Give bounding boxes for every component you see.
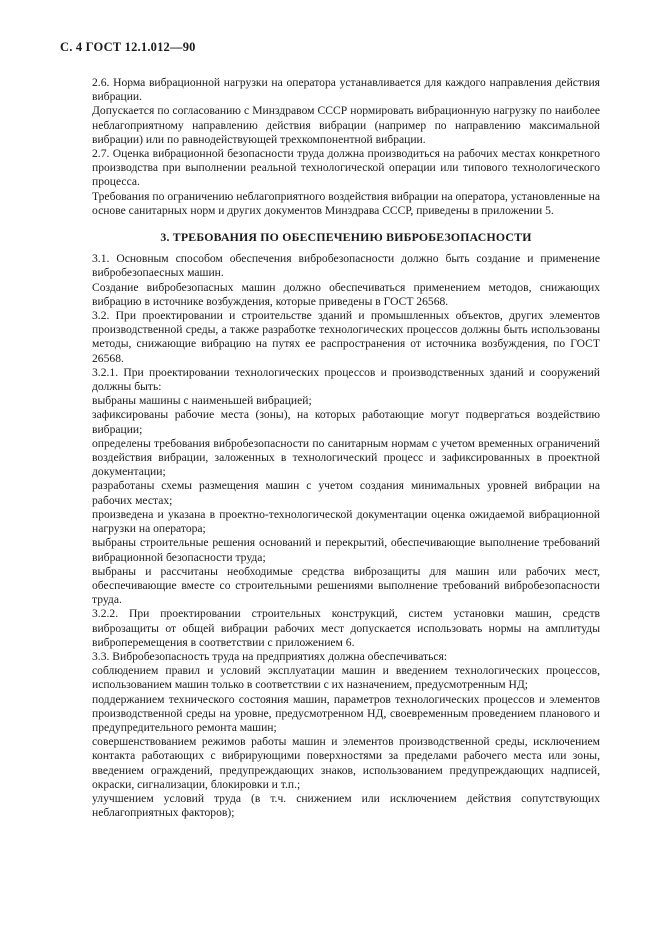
paragraph-2-6-note: Допускается по согласованию с Минздравом СССР нормировать вибрационную нагрузку по наиболее неблагоприятному направлению действия вибрации (например по направлению максимальной вибрации) или по равнодействующей трехкомпонентной вибрации. — [92, 104, 600, 146]
list-item: разработаны схемы размещения машин с учетом создания минимальных уровней вибрации на рабочих местах; — [92, 479, 600, 507]
paragraph-2-6: 2.6. Норма вибрационной нагрузки на оператора устанавливается для каждого направления действия вибрации. — [92, 76, 600, 104]
paragraph-2-7: 2.7. Оценка вибрационной безопасности труда должна производиться на рабочих местах конкретного производства при выполнении реальной технологической операции или типового технологического процесса. — [92, 147, 600, 189]
paragraph-2-7-note: Требования по ограничению неблагоприятного воздействия вибрации на оператора, установленные на основе санитарных норм и других документов Минздрава СССР, приведены в приложении 5. — [92, 189, 600, 217]
document-body — [92, 76, 600, 820]
paragraph-3-3: 3.3. Вибробезопасность труда на предприятиях должна обеспечиваться: — [92, 649, 448, 663]
paragraph-3-2-2: 3.2.2. При проектировании строительных конструкций, систем установки машин, средств виброзащиты от общей вибрации рабочих мест допускается использовать нормы на амплитуды виброперемещения в соответствии с приложением 6. — [92, 607, 600, 649]
list-item: зафиксированы рабочие места (зоны), на которых работающие могут подвергаться воздействию вибрации; — [92, 408, 600, 436]
section-heading: 3. ТРЕБОВАНИЯ ПО ОБЕСПЕЧЕНИЮ ВИБРОБЕЗОПАСНОСТИ — [160, 230, 532, 245]
list-item: совершенствованием режимов работы машин и элементов производственной среды, исключением контакта работающих с вибрирующими поверхностями за пределами рабочего места или зоны, введением ограждений, предупреждающих знаков, использованием предупреждающих надписей, окраски, сигнализации, блокировки и т.п.; — [92, 735, 600, 791]
list-item: выбраны и рассчитаны необходимые средства виброзащиты для машин или рабочих мест, обеспечивающие вместе со строительными решениями выполнение требований вибробезопасности труда. — [92, 564, 600, 607]
list-item: улучшением условий труда (в т.ч. снижением или исключением действия сопутствующих неблагоприятных факторов); — [92, 791, 600, 820]
list-item: выбраны строительные решения оснований и перекрытий, обеспечивающие выполнение требований вибрационной безопасности труда; — [92, 536, 600, 564]
list-item: соблюдением правил и условий эксплуатации машин и введением технологических процессов, использованием машин только в соответствии с их назначением, предусмотренным НД; — [92, 664, 600, 692]
page-header: С. 4 ГОСТ 12.1.012—90 — [60, 40, 196, 54]
paragraph-3-2-1: 3.2.1. При проектировании технологических процессов и производственных зданий и сооружений должны быть: — [92, 365, 600, 394]
list-item: определены требования вибробезопасности по санитарным нормам с учетом временных ограничений воздействия вибрации, заложенных в технологический процесс и зафиксированных в проектной документации; — [92, 436, 600, 479]
paragraph-3-1: 3.1. Основным способом обеспечения вибробезопасности должно быть создание и применение вибробезопаесных машин. — [92, 252, 600, 280]
paragraph-3-1-note: Создание вибробезопасных машин должно обеспечиваться применением методов, снижающих вибрацию в источнике возбуждения, которые приведены в ГОСТ 26568. — [92, 280, 600, 308]
list-item: выбраны машины с наименьшей вибрацией; — [92, 394, 312, 408]
list-item: произведена и указана в проектно-технологической документации оценка ожидаемой вибрационной нагрузки на оператора; — [92, 507, 600, 536]
list-item: поддержанием технического состояния машин, параметров технологических процессов и элементов производственной среды на уровне, предусмотренном НД, своевременным проведением планового и предупредительного ремонта машин; — [92, 692, 600, 734]
paragraph-3-2: 3.2. При проектировании и строительстве зданий и промышленных объектов, других элементов производственной среды, а также разработке технологических процессов должны быть использованы методы, снижающие вибрацию на путях ее распространения от источника возбуждения, по ГОСТ 26568. — [92, 309, 600, 365]
